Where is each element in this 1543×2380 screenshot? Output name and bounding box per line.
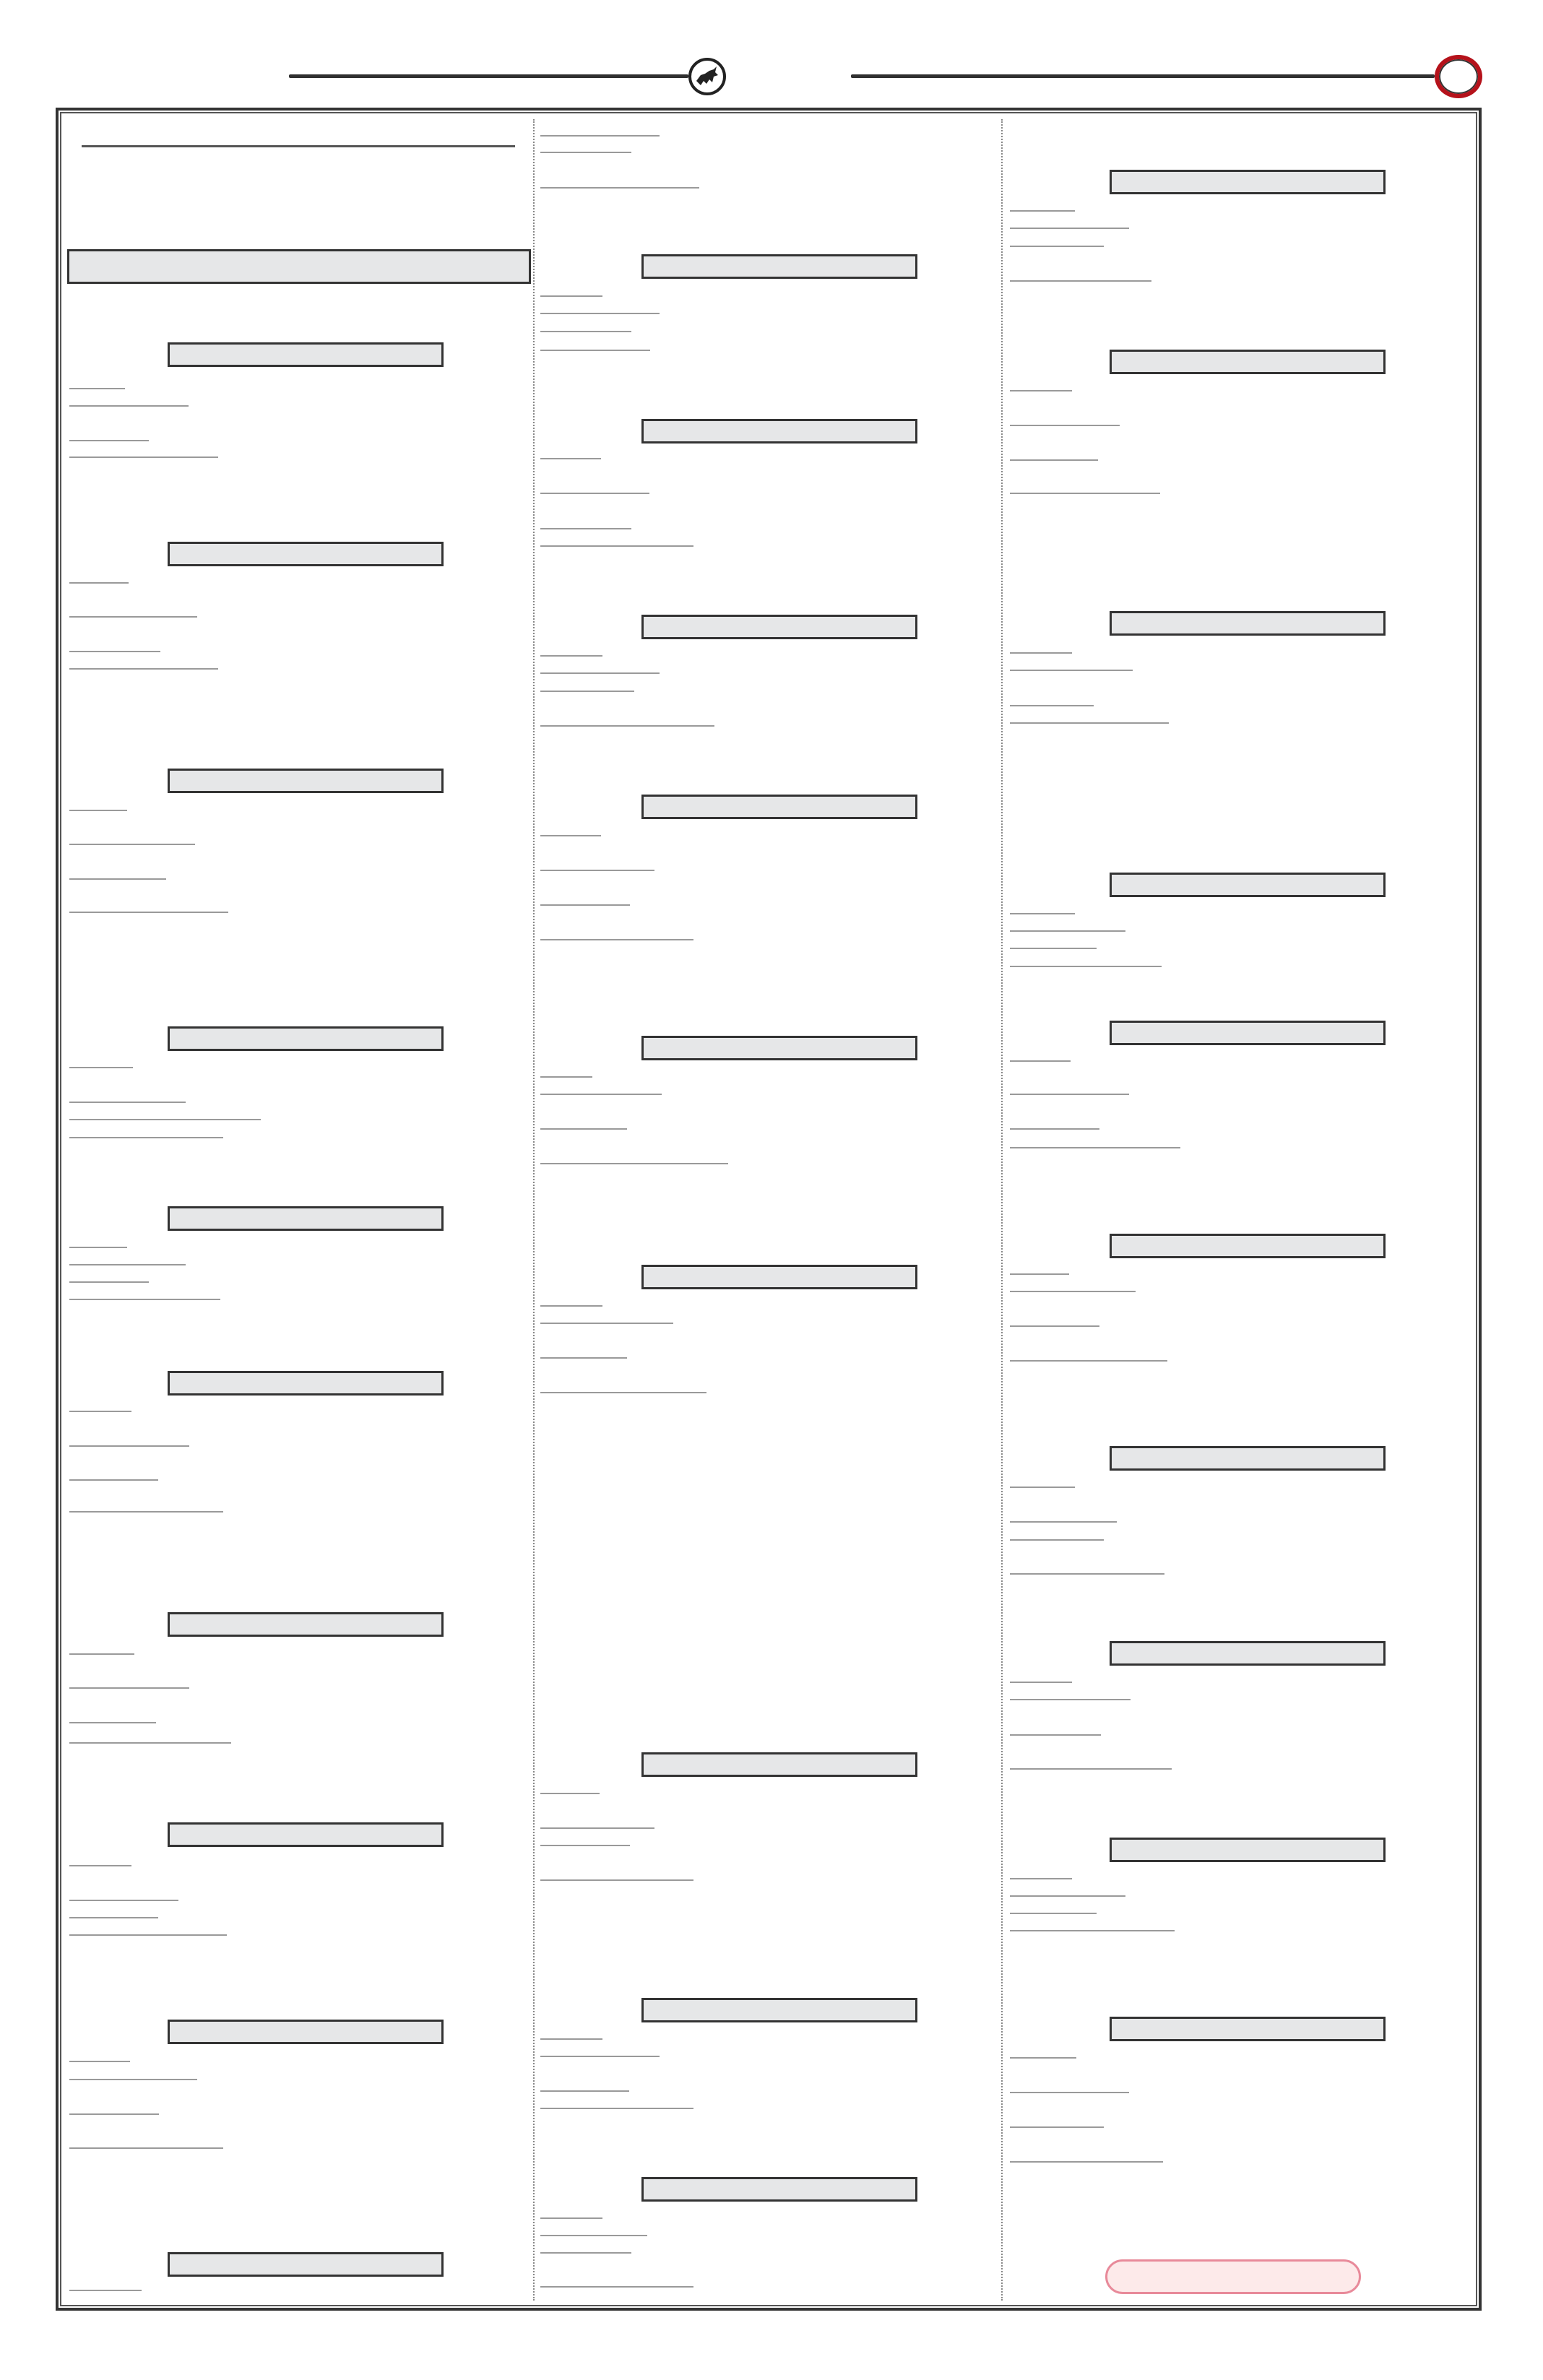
- text-line: [1010, 670, 1133, 671]
- text-line: [69, 2079, 197, 2080]
- text-line: [540, 1323, 673, 1324]
- text-line: [540, 1163, 728, 1164]
- text-line: [540, 2217, 602, 2219]
- text-line: [1010, 280, 1151, 282]
- text-line: [69, 1137, 223, 1138]
- text-line: [540, 1845, 630, 1846]
- text-line: [69, 878, 166, 880]
- text-line: [540, 672, 660, 674]
- text-line: [1010, 1325, 1099, 1327]
- text-line: [1010, 2057, 1076, 2059]
- title-rule: [82, 145, 515, 147]
- text-line: [540, 350, 650, 351]
- text-line: [1010, 390, 1072, 391]
- text-line: [69, 1917, 158, 1918]
- text-line: [1010, 1291, 1136, 1292]
- text-line: [1010, 2092, 1129, 2093]
- header-rule-left: [289, 74, 688, 78]
- text-line: [540, 1305, 602, 1307]
- section-header: [1110, 1641, 1386, 1666]
- text-line: [1010, 948, 1097, 949]
- text-line: [1010, 210, 1075, 212]
- text-line: [69, 1067, 133, 1068]
- text-line: [540, 1357, 627, 1359]
- text-line: [1010, 1147, 1180, 1148]
- text-line: [540, 1879, 693, 1881]
- section-header: [168, 769, 444, 793]
- text-line: [540, 725, 714, 727]
- text-line: [1010, 2161, 1163, 2163]
- text-line: [1010, 1930, 1175, 1931]
- section-header: [1110, 1021, 1386, 1045]
- text-line: [1010, 705, 1094, 706]
- text-line: [69, 1742, 231, 1744]
- text-line: [69, 2290, 142, 2291]
- text-line: [69, 651, 160, 652]
- text-line: [69, 1653, 134, 1655]
- text-line: [69, 1865, 131, 1866]
- section-header: [168, 2252, 444, 2277]
- section-header: [641, 1752, 917, 1777]
- text-line: [1010, 930, 1125, 932]
- text-line: [1010, 246, 1104, 247]
- text-line: [1010, 425, 1120, 426]
- text-line: [69, 844, 195, 845]
- section-header: [1110, 611, 1386, 636]
- section-header: [168, 1371, 444, 1395]
- text-line: [69, 668, 218, 670]
- section-header: [1110, 350, 1386, 374]
- text-line: [1010, 1360, 1167, 1362]
- text-line: [540, 187, 699, 189]
- text-line: [69, 1299, 220, 1300]
- text-line: [69, 1281, 149, 1283]
- main-banner: [67, 249, 531, 284]
- text-line: [540, 1128, 627, 1130]
- text-line: [69, 2147, 223, 2149]
- red-circle-icon: [1435, 55, 1482, 98]
- section-header: [1110, 1838, 1386, 1862]
- text-line: [69, 1722, 156, 1723]
- section-header: [1110, 170, 1386, 194]
- text-line: [540, 1392, 706, 1393]
- text-line: [1010, 1094, 1129, 1095]
- text-line: [69, 1119, 261, 1120]
- section-header: [168, 1612, 444, 1637]
- text-line: [69, 810, 127, 811]
- text-line: [1010, 966, 1162, 967]
- text-line: [1010, 722, 1169, 724]
- text-line: [540, 1827, 654, 1829]
- section-header: [641, 615, 917, 639]
- text-line: [69, 1511, 223, 1513]
- text-line: [540, 295, 602, 297]
- text-line: [540, 2252, 631, 2254]
- text-line: [540, 2108, 693, 2109]
- text-line: [540, 528, 631, 529]
- text-line: [69, 1900, 178, 1901]
- text-line: [69, 1247, 127, 1248]
- text-line: [1010, 1539, 1104, 1541]
- text-line: [69, 1264, 186, 1265]
- section-header: [1110, 2017, 1386, 2041]
- section-header: [641, 795, 917, 819]
- section-header: [641, 419, 917, 443]
- text-line: [540, 1076, 592, 1078]
- text-line: [69, 388, 125, 389]
- text-line: [540, 870, 654, 871]
- text-line: [540, 835, 601, 836]
- text-line: [540, 493, 649, 494]
- section-header: [168, 1026, 444, 1051]
- section-header: [168, 1822, 444, 1847]
- section-header: [1110, 1234, 1386, 1258]
- text-line: [69, 616, 197, 618]
- text-line: [540, 1094, 662, 1095]
- text-line: [540, 691, 634, 692]
- text-line: [69, 405, 189, 407]
- text-line: [69, 2113, 159, 2115]
- text-line: [540, 331, 631, 332]
- section-header: [641, 1998, 917, 2022]
- header-rule-right: [851, 74, 1435, 78]
- section-header: [641, 254, 917, 279]
- text-line: [69, 2061, 130, 2062]
- text-line: [1010, 1128, 1099, 1130]
- text-line: [69, 456, 218, 458]
- text-line: [69, 1687, 189, 1689]
- text-line: [69, 1102, 186, 1103]
- text-line: [1010, 1878, 1072, 1879]
- text-line: [1010, 1913, 1097, 1914]
- section-header: [641, 1265, 917, 1289]
- text-line: [69, 1411, 131, 1412]
- note-pill: [1105, 2259, 1361, 2294]
- text-line: [540, 2056, 660, 2057]
- section-header: [1110, 873, 1386, 897]
- text-line: [540, 2038, 602, 2040]
- text-line: [540, 2235, 647, 2236]
- text-line: [540, 904, 630, 906]
- text-line: [540, 939, 693, 940]
- text-line: [1010, 1487, 1075, 1488]
- section-header: [168, 342, 444, 367]
- text-line: [540, 313, 660, 314]
- text-line: [69, 1479, 158, 1481]
- text-line: [540, 152, 631, 153]
- section-header: [641, 2177, 917, 2202]
- section-header: [168, 2020, 444, 2044]
- text-line: [540, 2090, 629, 2092]
- column-divider-2: [1001, 119, 1003, 2301]
- text-line: [69, 582, 129, 584]
- text-line: [1010, 1768, 1172, 1770]
- text-line: [1010, 493, 1160, 494]
- text-line: [1010, 459, 1098, 461]
- text-line: [1010, 1573, 1164, 1575]
- text-line: [1010, 1521, 1117, 1523]
- text-line: [1010, 1699, 1131, 1700]
- text-line: [540, 2286, 693, 2288]
- text-line: [1010, 1895, 1125, 1897]
- text-line: [69, 1445, 189, 1447]
- text-line: [1010, 1734, 1101, 1736]
- section-header: [641, 1036, 917, 1060]
- text-line: [69, 1934, 227, 1936]
- text-line: [1010, 228, 1129, 229]
- column-divider-1: [533, 119, 535, 2301]
- text-line: [540, 545, 693, 547]
- text-line: [540, 458, 601, 459]
- text-line: [1010, 2126, 1104, 2128]
- section-header: [168, 1206, 444, 1231]
- text-line: [540, 135, 660, 137]
- text-line: [1010, 1273, 1069, 1275]
- text-line: [69, 912, 228, 913]
- text-line: [1010, 1682, 1072, 1683]
- text-line: [69, 440, 149, 441]
- section-header: [168, 542, 444, 566]
- text-line: [1010, 1060, 1071, 1062]
- text-line: [540, 1793, 600, 1794]
- text-line: [1010, 652, 1072, 654]
- running-bull-icon: [688, 58, 726, 95]
- section-header: [1110, 1446, 1386, 1471]
- text-line: [540, 655, 602, 657]
- text-line: [1010, 913, 1075, 914]
